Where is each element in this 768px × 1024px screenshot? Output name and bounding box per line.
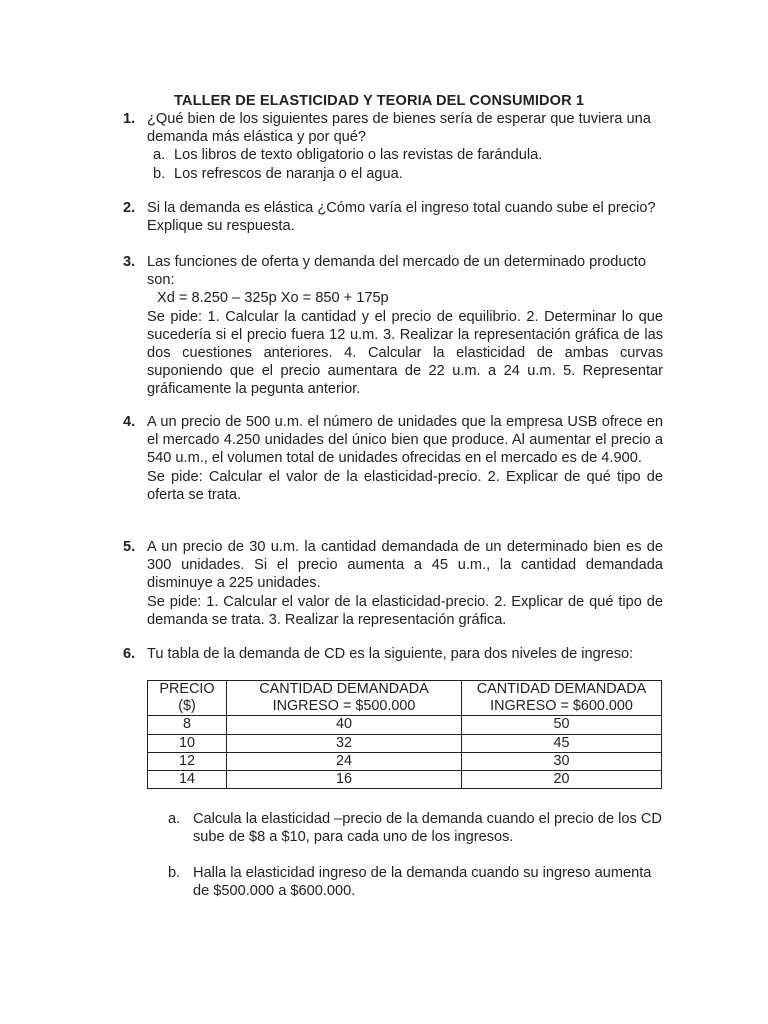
table-cell: 30: [462, 752, 662, 770]
question-6-item-a: [168, 810, 662, 846]
question-text: A un precio de 500 u.m. el número de unidades que la empresa USB ofrece en el mercado 4.250 unidades del único bien que produce. Al aumentar el precio a 540 u.m., el volumen total de unidades ofrecidas en el mercado es de 4.900.: [147, 414, 663, 467]
table-cell: 8: [148, 716, 227, 734]
question-requests: Se pide: 1. Calcular el valor de la elasticidad-precio. 2. Explicar de qué tipo de demanda se trata. 3. Realizar la representación gráfica.: [147, 593, 663, 628]
item-label: a.: [168, 811, 181, 827]
item-text: Halla la elasticidad ingreso de la demanda cuando su ingreso aumenta de $500.000 a $600.000.: [193, 865, 652, 900]
item-label: b.: [168, 865, 181, 881]
document-title: TALLER DE ELASTICIDAD Y TEORIA DEL CONSUMIDOR 1: [174, 93, 585, 109]
option-a: [147, 146, 663, 164]
table-cell: 14: [148, 771, 227, 789]
table-cell: 24: [227, 752, 462, 770]
question-5: [123, 538, 663, 629]
header-price: [148, 681, 227, 716]
question-1: [123, 110, 663, 183]
question-number: 3.: [123, 254, 136, 270]
question-text: Si la demanda es elástica ¿Cómo varía el ingreso total cuando sube el precio? Explique su respuesta.: [147, 200, 656, 235]
table-row: [148, 752, 662, 770]
question-requests: Se pide: Calcular el valor de la elasticidad-precio. 2. Explicar de qué tipo de oferta se trata.: [147, 468, 663, 503]
header-line: CANTIDAD DEMANDADA: [476, 681, 647, 697]
header-quantity-500: [227, 681, 462, 716]
header-line: ($): [178, 698, 196, 715]
table-row: [148, 716, 662, 734]
header-line: PRECIO: [159, 681, 215, 697]
header-line: INGRESO = $600.000: [490, 698, 633, 715]
header-line: CANTIDAD DEMANDADA: [259, 681, 429, 697]
question-number: 4.: [123, 414, 136, 430]
question-number: 5.: [123, 539, 136, 555]
table-row: [148, 771, 662, 789]
table-cell: 50: [462, 716, 662, 734]
question-6-item-b: [168, 864, 662, 900]
question-4: [123, 413, 663, 504]
table-cell: 20: [462, 771, 662, 789]
formula: Xd = 8.250 – 325p Xo = 850 + 175p: [157, 290, 389, 307]
option-text: Los refrescos de naranja o el agua.: [174, 165, 403, 182]
question-6: [123, 645, 663, 663]
table-row: [148, 734, 662, 752]
option-b: [147, 165, 663, 183]
table-cell: 12: [148, 752, 227, 770]
question-requests: Se pide: 1. Calcular la cantidad y el precio de equilibrio. 2. Determinar lo que sucedería si el precio fuera 12 u.m. 3. Realizar la representación gráfica de las dos cuestiones anteriores. 4. Calcular la elasticidad de ambas curvas suponiendo que el precio aumentara de 22 u.m. a 24 u.m. 5. Representar gráficamente la pegunta anterior.: [147, 308, 663, 398]
table-cell: 16: [227, 771, 462, 789]
question-text: ¿Qué bien de los siguientes pares de bienes sería de esperar que tuviera una demanda más elástica y por qué?: [147, 111, 651, 146]
table-cell: 40: [227, 716, 462, 734]
question-number: 1.: [123, 111, 136, 127]
question-text: A un precio de 30 u.m. la cantidad demandada de un determinado bien es de 300 unidades. Si el precio aumenta a 45 u.m., la cantidad demandada disminuye a 225 unidades.: [147, 539, 663, 592]
option-label: b.: [153, 165, 166, 182]
demand-table: [147, 680, 662, 789]
question-number: 2.: [123, 200, 136, 216]
header-line: INGRESO = $500.000: [272, 698, 416, 715]
table-cell: 32: [227, 734, 462, 752]
header-quantity-600: [462, 681, 662, 716]
question-text: Tu tabla de la demanda de CD es la siguiente, para dos niveles de ingreso:: [147, 646, 634, 662]
table-cell: 10: [148, 734, 227, 752]
question-2: [123, 199, 663, 235]
table-header-row: [148, 681, 662, 716]
question-3: [123, 253, 663, 399]
question-number: 6.: [123, 646, 136, 662]
table-cell: 45: [462, 734, 662, 752]
option-text: Los libros de texto obligatorio o las revistas de farándula.: [174, 147, 543, 164]
question-text: Las funciones de oferta y demanda del mercado de un determinado producto son:: [147, 254, 646, 289]
item-text: Calcula la elasticidad –precio de la demanda cuando el precio de los CD sube de $8 a $10, para cada uno de los ingresos.: [193, 811, 662, 846]
option-label: a.: [153, 147, 166, 164]
